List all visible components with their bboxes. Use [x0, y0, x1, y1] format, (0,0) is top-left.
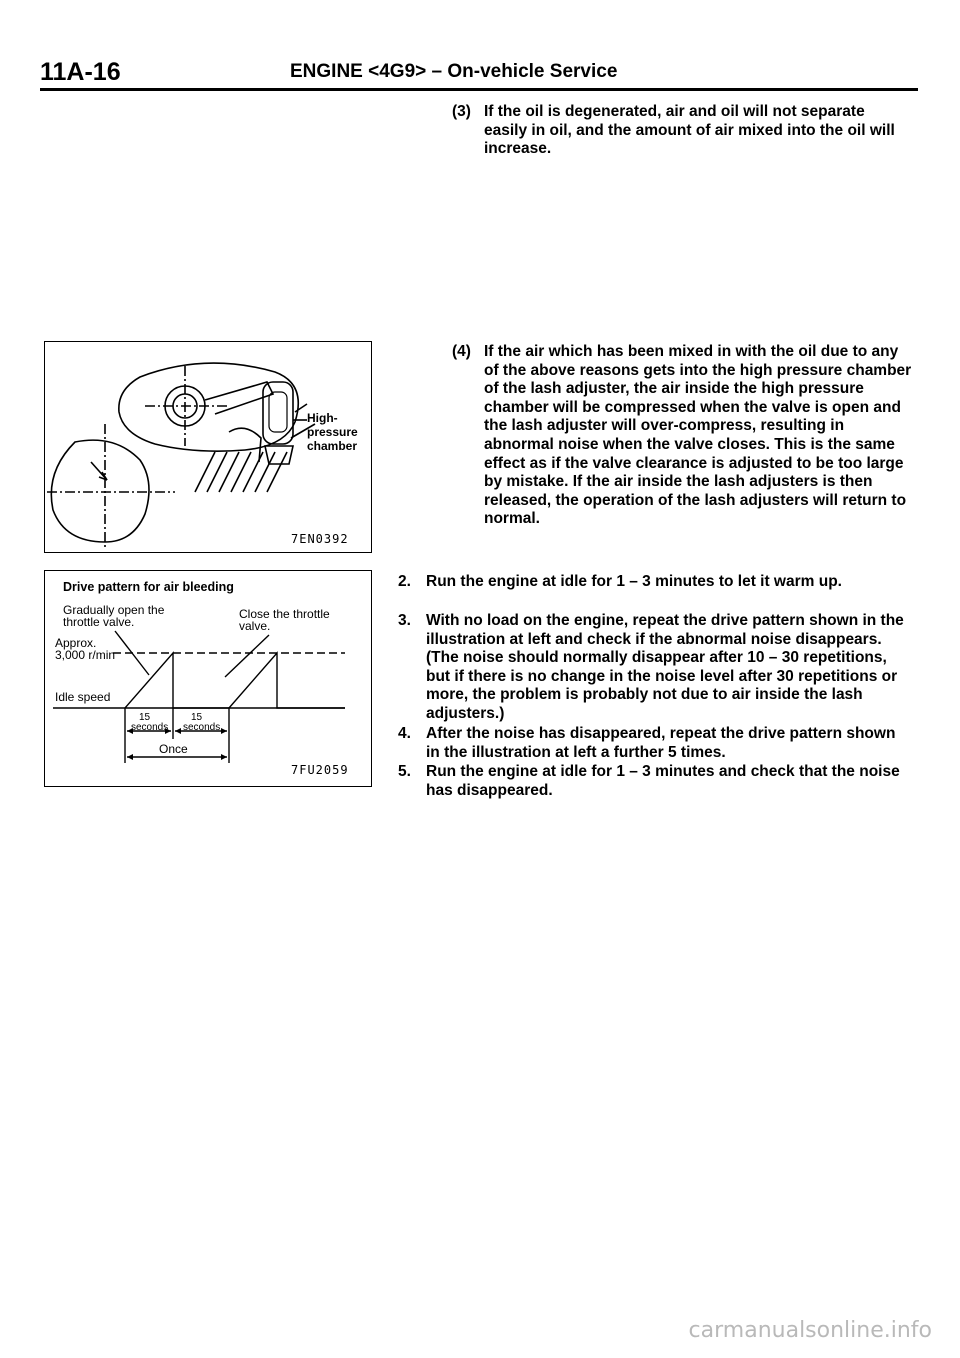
first-interval-unit: seconds	[131, 722, 169, 733]
high-pressure-label-1: High-	[307, 411, 338, 425]
step-number: 2.	[398, 573, 411, 590]
paragraph-4	[452, 343, 912, 529]
paragraph-number: (3)	[452, 103, 471, 120]
close-throttle-note-1: Close the throttle	[239, 607, 330, 621]
step-text: Run the engine at idle for 1 – 3 minutes to let it warm up.	[426, 573, 842, 590]
step-5	[398, 763, 910, 800]
step-2	[398, 573, 910, 592]
watermark: carmanualsonline.info	[688, 1318, 932, 1343]
step-number: 5.	[398, 763, 411, 780]
step-text: With no load on the engine, repeat the drive pattern shown in the illustration at left and check if the abnormal noise disappears. (The noise should normally disappear after 10 – 30 repetitions, but if there is no change in the noise level after 30 repetitions or more, the problem is probably not due to air inside the lash adjusters.)	[426, 612, 904, 722]
step-text: After the noise has disappeared, repeat the drive pattern shown in the illustration at left a further 5 times.	[426, 725, 896, 761]
step-number: 4.	[398, 725, 411, 742]
open-throttle-note-1: Gradually open the	[63, 603, 165, 617]
paragraph-text: If the oil is degenerated, air and oil will not separate easily in oil, and the amount of air mixed into the oil will increase.	[484, 103, 895, 158]
close-throttle-note-2: valve.	[239, 619, 271, 633]
figure-code: 7FU2059	[291, 763, 349, 777]
step-text: Run the engine at idle for 1 – 3 minutes and check that the noise has disappeared.	[426, 763, 900, 799]
approx-label: Approx.	[55, 636, 97, 650]
high-pressure-label-2: pressure	[307, 425, 358, 439]
high-pressure-label-3: chamber	[307, 439, 358, 453]
idle-speed-label: Idle speed	[55, 690, 111, 704]
paragraph-text: If the air which has been mixed in with the oil due to any of the above reasons gets into the high pressure chamber of the lash adjuster, the air inside the high pressure chamber will be compressed when the valve is open and the lash adjuster will over-compress, resulting in abnormal noise when the valve closes. This is the same effect as if the valve clearance is adjusted to be too large by mistake. If the air inside the lash adjusters is then released, the operation of the lash adjusters will return to normal.	[484, 343, 912, 528]
rpm-label: 3,000 r/min	[55, 648, 116, 662]
header-rule	[40, 88, 918, 91]
page-header	[40, 58, 915, 88]
open-throttle-note-2: throttle valve.	[63, 615, 135, 629]
page-number: 11A-16	[40, 58, 121, 86]
lash-adjuster-figure	[44, 341, 372, 553]
step-3	[398, 612, 910, 724]
step-4	[398, 725, 910, 762]
drive-pattern-title: Drive pattern for air bleeding	[63, 580, 234, 594]
paragraph-number: (4)	[452, 343, 471, 360]
drive-pattern-figure	[44, 570, 372, 787]
step-number: 3.	[398, 612, 411, 629]
second-interval-unit: seconds	[183, 722, 221, 733]
second-interval-value: 15	[191, 712, 203, 723]
once-label: Once	[159, 742, 188, 756]
first-interval-value: 15	[139, 712, 151, 723]
section-title: ENGINE <4G9> – On-vehicle Service	[290, 61, 618, 82]
figure-code: 7EN0392	[291, 532, 349, 546]
drive-pattern-graph	[45, 571, 371, 786]
paragraph-3	[452, 103, 912, 159]
